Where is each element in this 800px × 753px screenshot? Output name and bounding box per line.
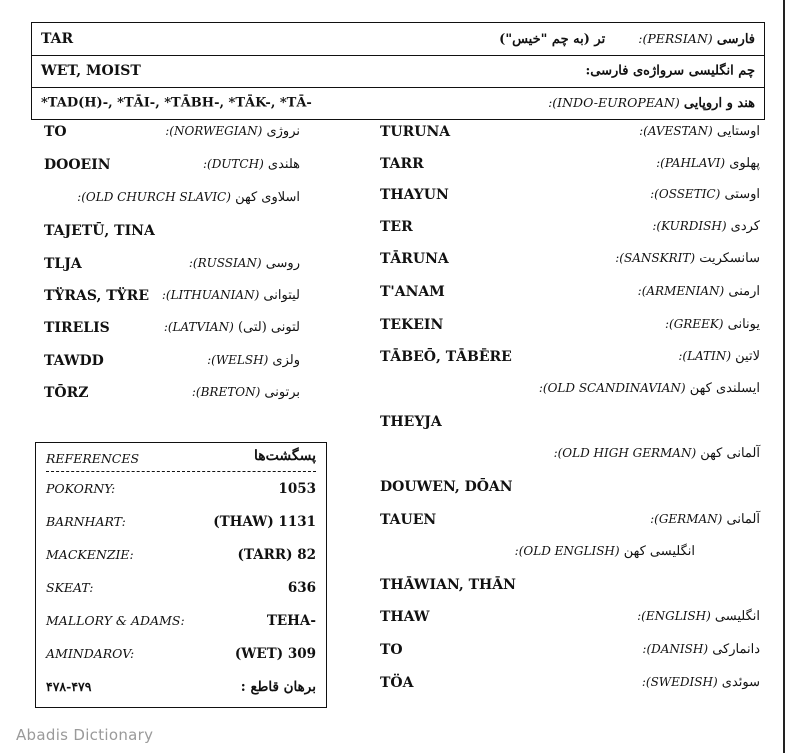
lang-fa: آلمانی — [726, 512, 760, 527]
lang-fa: برتونی — [264, 385, 300, 400]
entry-language — [638, 284, 760, 299]
left-entry-norwegian — [44, 124, 300, 146]
right-entry-avestan — [380, 124, 760, 146]
left-entry-breton — [44, 385, 300, 407]
left-entry-dutch — [44, 157, 300, 179]
right-entry-old-english — [515, 544, 695, 559]
right-entry-ossetic — [380, 187, 760, 209]
lang-en: (AVESTAN): — [639, 124, 713, 138]
references-title-fa: پسگشت‌ها — [253, 448, 316, 464]
lang-en: (LATIN): — [678, 349, 731, 363]
right-entry-scandinavian-word: THEYJA — [380, 414, 442, 430]
reference-pages: ۴۷۸-۴۷۹ — [46, 679, 92, 694]
reference-item — [46, 514, 316, 536]
ie-label: هند و اروپایی — [683, 96, 755, 111]
lang-fa: روسی — [265, 256, 300, 271]
page-edge-line — [783, 0, 785, 753]
entry-word: TEKEIN — [380, 317, 444, 333]
references-title: REFERENCES — [46, 451, 140, 466]
lang-en: (BRETON): — [191, 385, 261, 399]
header-box — [31, 22, 765, 120]
lang-en: (OLD HIGH GERMAN): — [553, 446, 697, 460]
lang-en: (ENGLISH): — [637, 609, 711, 623]
lang-en: (OSSETIC): — [650, 187, 721, 201]
reference-source: MALLORY & ADAMS: — [46, 613, 185, 628]
entry-language — [615, 251, 760, 266]
right-entry-old-scandinavian — [539, 381, 760, 396]
header-row-ie — [32, 87, 764, 119]
entry-language — [650, 187, 760, 202]
lang-en: (PAHLAVI): — [656, 156, 726, 170]
entry-word: TAUEN — [380, 512, 437, 528]
entry-language — [203, 157, 300, 172]
entry-word: TER — [380, 219, 413, 235]
lang-en: (WELSH): — [207, 353, 269, 367]
reference-source-fa: برهان قاطع : — [240, 679, 316, 695]
lang-fa: لتونی (لتی) — [237, 320, 300, 335]
lang-en: (OLD ENGLISH): — [514, 544, 620, 558]
header-row-english — [32, 55, 764, 88]
left-entry-old-church-slavic — [77, 190, 300, 205]
lang-fa: انگلیسی کهن — [623, 544, 695, 559]
lang-en: (SWEDISH): — [641, 675, 718, 689]
lang-en: (OLD SCANDINAVIAN): — [538, 381, 686, 395]
entry-language — [665, 317, 760, 332]
entry-word: TÖA — [380, 675, 414, 691]
entry-word: TĀRUNA — [380, 251, 449, 267]
right-entry-armenian — [380, 284, 760, 306]
entry-language — [642, 642, 760, 657]
entry-language — [637, 609, 760, 624]
entry-word: TŸRAS, TŸRE — [44, 288, 149, 304]
persian-lang: (PERSIAN): — [638, 31, 713, 46]
left-entry-welsh — [44, 353, 300, 375]
entry-language — [650, 512, 760, 527]
persian-label: فارسی — [716, 32, 755, 47]
entry-language — [642, 675, 760, 690]
entry-word: TŌRZ — [44, 385, 89, 401]
lang-fa: سوئدی — [721, 675, 760, 690]
reference-value: (WET) 309 — [234, 646, 316, 662]
lang-en: (SANSKRIT): — [615, 251, 696, 265]
lang-en: (GERMAN): — [650, 512, 723, 526]
ie-root: *TAD(H)-, *TĀI-, *TĀBH-, *TĀK-, *TĀ- — [41, 95, 312, 111]
right-entry-german — [380, 512, 760, 534]
lang-fa: اسلاوی کهن — [235, 190, 300, 205]
right-entry-kurdish — [380, 219, 760, 241]
persian-value: تر (به چم "خیس") — [499, 32, 606, 47]
lang-fa: اوستایی — [716, 124, 760, 139]
entry-word: TARR — [380, 156, 424, 172]
left-entry-russian — [44, 256, 300, 278]
lang-en: (ARMENIAN): — [637, 284, 725, 298]
header-row-persian — [32, 23, 764, 56]
lang-en: (LITHUANIAN): — [161, 288, 260, 302]
entry-language — [162, 288, 300, 303]
right-entry-latin — [380, 349, 760, 371]
right-entry-pahlavi — [380, 156, 760, 178]
entry-language — [652, 219, 760, 234]
entry-language — [207, 353, 300, 368]
lang-fa: اوستی — [724, 187, 760, 202]
lang-fa: ولزی — [272, 353, 300, 368]
entry-word: TIRELIS — [44, 320, 110, 336]
entry-word: TĀBEŌ, TĀBĒRE — [380, 349, 512, 365]
reference-source: BARNHART: — [46, 514, 126, 529]
reference-source: SKEAT: — [46, 580, 94, 595]
entry-language — [189, 256, 300, 271]
entry-language — [639, 124, 760, 139]
entry-language — [656, 156, 760, 171]
entry-word: TAWDD — [44, 353, 104, 369]
persian-entry — [499, 31, 755, 47]
lang-en: (LATVIAN): — [163, 320, 234, 334]
lang-fa: ایسلندی کهن — [689, 381, 760, 396]
left-entry-latvian — [44, 320, 300, 342]
lang-fa: سانسکریت — [699, 251, 760, 266]
reference-item — [46, 613, 316, 635]
lang-en: (DUTCH): — [202, 157, 264, 171]
right-entry-danish — [380, 642, 760, 664]
left-entry-slavic-word: TAJETŪ, TINA — [44, 223, 155, 239]
lang-fa: پهلوی — [729, 156, 760, 171]
ie-lang: (INDO-EUROPEAN): — [548, 95, 680, 110]
reference-item — [46, 646, 316, 668]
lang-fa: نروژی — [266, 124, 300, 139]
lang-en: (KURDISH): — [652, 219, 727, 233]
english-synonyms-label: چم انگلیسی سرواژه‌ی فارسی: — [585, 63, 755, 79]
lang-fa: دانمارکی — [712, 642, 760, 657]
entry-word: TLJA — [44, 256, 82, 272]
entry-word: TO — [380, 642, 403, 658]
lang-en: (RUSSIAN): — [188, 256, 262, 270]
left-entry-lithuanian — [44, 288, 300, 310]
lang-en: (DANISH): — [642, 642, 709, 656]
entry-word: THAYUN — [380, 187, 449, 203]
reference-source: AMINDAROV: — [46, 646, 135, 661]
lang-fa: لیتوانی — [263, 288, 300, 303]
reference-item — [46, 580, 316, 602]
lang-fa: کردی — [730, 219, 760, 234]
lang-fa: یونانی — [727, 317, 760, 332]
right-entry-old-high-german — [554, 446, 760, 461]
reference-source: MACKENZIE: — [46, 547, 134, 562]
right-entry-english — [380, 609, 760, 631]
reference-value: (THAW) 1131 — [213, 514, 316, 530]
right-entry-greek — [380, 317, 760, 339]
references-header — [36, 443, 326, 475]
lang-en: (GREEK): — [664, 317, 724, 331]
lang-fa: ارمنی — [728, 284, 760, 299]
watermark: Abadis Dictionary — [16, 726, 154, 744]
entry-word: THAW — [380, 609, 430, 625]
lang-fa: لاتین — [735, 349, 760, 364]
entry-word: T'ANAM — [380, 284, 445, 300]
lang-fa: هلندی — [267, 157, 300, 172]
ie-entry — [548, 95, 755, 111]
entry-language — [678, 349, 760, 364]
entry-language — [165, 124, 300, 139]
reference-value: 636 — [287, 580, 316, 596]
entry-language — [192, 385, 300, 400]
reference-source: POKORNY: — [46, 481, 116, 496]
lang-fa: آلمانی کهن — [700, 446, 760, 461]
lang-en: (OLD CHURCH SLAVIC): — [77, 190, 231, 204]
reference-value: TEHA- — [266, 613, 316, 629]
english-meaning: WET, MOIST — [41, 63, 141, 79]
reference-item — [46, 481, 316, 503]
entry-word: DOOEIN — [44, 157, 111, 173]
reference-item — [46, 547, 316, 569]
dashed-divider — [46, 471, 316, 472]
entry-word: TO — [44, 124, 67, 140]
header-word: TAR — [41, 31, 74, 47]
reference-item-borhan — [46, 679, 316, 701]
right-entry-sanskrit — [380, 251, 760, 273]
right-entry-old-english-word: THĀWIAN, THĀN — [380, 577, 516, 593]
right-entry-swedish — [380, 675, 760, 697]
reference-value: (TARR) 82 — [237, 547, 316, 563]
entry-language — [164, 320, 300, 335]
lang-fa: انگلیسی — [714, 609, 760, 624]
references-box — [35, 442, 327, 708]
right-entry-ohg-word: DOUWEN, DŌAN — [380, 479, 513, 495]
entry-word: TURUNA — [380, 124, 451, 140]
reference-value: 1053 — [278, 481, 316, 497]
lang-en: (NORWEGIAN): — [165, 124, 263, 138]
